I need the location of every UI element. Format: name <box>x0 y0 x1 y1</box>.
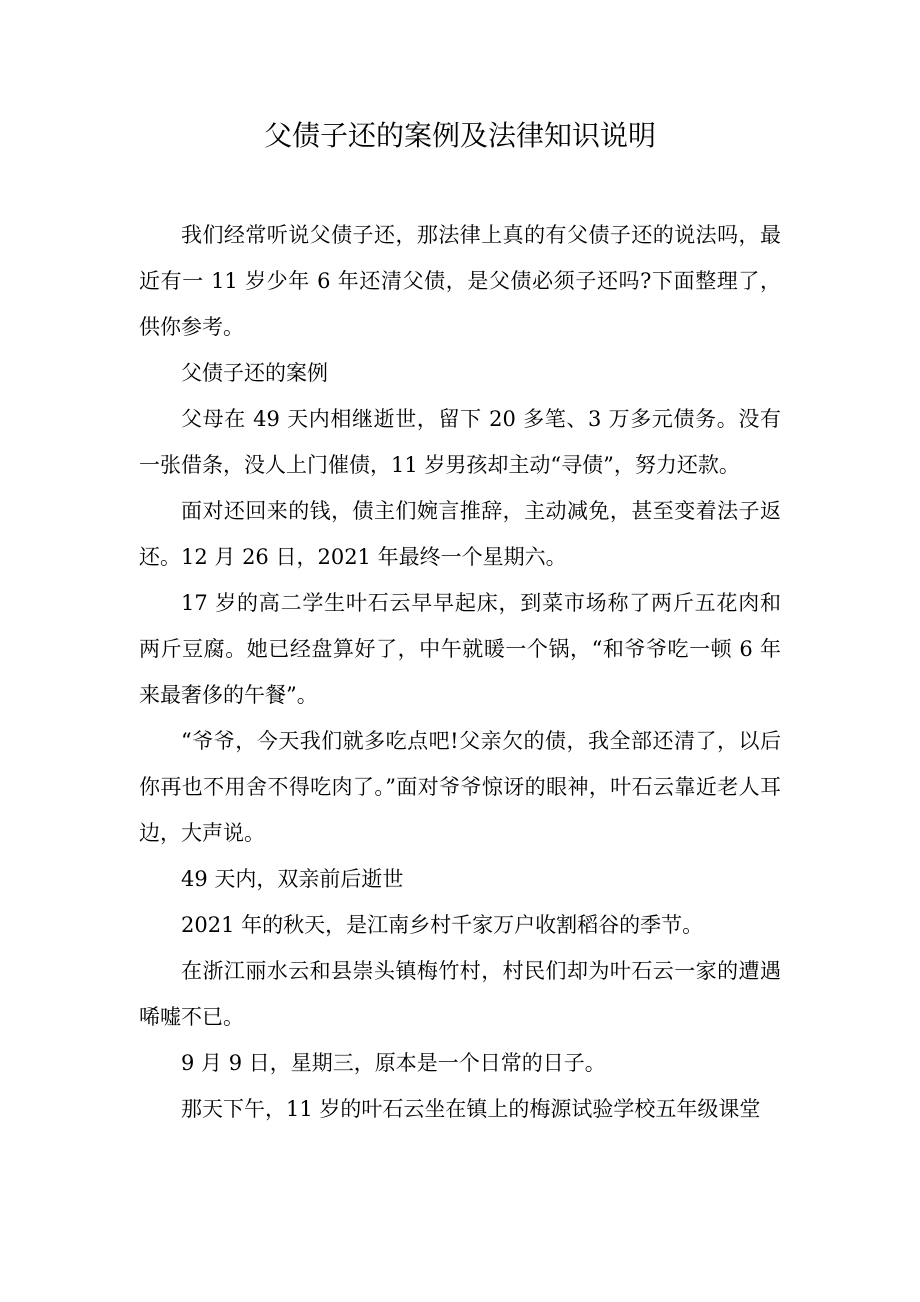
paragraph: 父母在 49 天内相继逝世，留下 20 多笔、3 万多元债务。没有一张借条，没人上门催债，11 岁男孩却主动“寻债”，努力还款。 <box>139 407 781 477</box>
paragraph: 9 月 9 日，星期三，原本是一个日常的日子。 <box>181 1051 606 1075</box>
paragraph: 2021 年的秋天，是江南乡村千家万户收割稻谷的季节。 <box>181 913 704 937</box>
paragraph: 面对还回来的钱，债主们婉言推辞，主动减免，甚至变着法子返还。12 月 26 日，2021 年最终一个星期六。 <box>139 499 781 569</box>
document-title: 父债子还的案例及法律知识说明 <box>263 119 656 152</box>
paragraph: 那天下午，11 岁的叶石云坐在镇上的梅源试验学校五年级课堂 <box>181 1097 761 1121</box>
section-heading-case: 父债子还的案例 <box>181 361 328 385</box>
paragraph: 17 岁的高二学生叶石云早早起床，到菜市场称了两斤五花肉和两斤豆腐。她已经盘算好了，中午就暖一个锅，“和爷爷吃一顿 6 年来最奢侈的午餐”。 <box>139 591 781 707</box>
paragraph-quote: “爷爷，今天我们就多吃点吧!父亲欠的债，我全部还清了，以后你再也不用舍不得吃肉了。”面对爷爷惊讶的眼神，叶石云靠近老人耳边，大声说。 <box>139 729 781 845</box>
paragraph-intro: 我们经常听说父债子还，那法律上真的有父债子还的说法吗，最近有一 11 岁少年 6 年还清父债，是父债必须子还吗?下面整理了，供你参考。 <box>139 223 781 339</box>
paragraph: 在浙江丽水云和县崇头镇梅竹村，村民们却为叶石云一家的遭遇唏嘘不已。 <box>139 959 781 1029</box>
section-heading-parents: 49 天内，双亲前后逝世 <box>181 867 404 891</box>
document-body <box>139 212 781 1132</box>
